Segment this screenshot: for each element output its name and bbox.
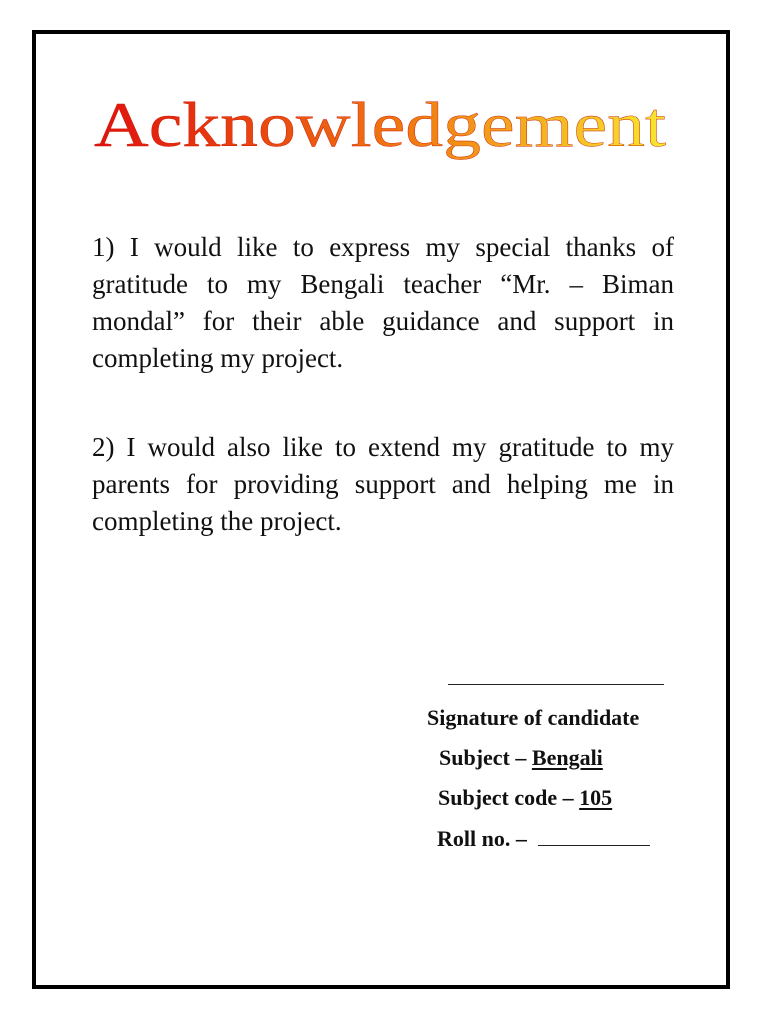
subject-label: Subject – [439,745,532,770]
subject-code-value: 105 [579,785,613,810]
paragraph-2: 2) I would also like to extend my gratitude to my parents for providing support and helping me in completing the project. [92,432,674,536]
signature-line [448,684,664,685]
subject-row [439,745,603,771]
subject-code-label: Subject code – [438,785,580,810]
paragraph-1: 1) I would like to express my special thanks of gratitude to my Bengali teacher “Mr. – Biman mondal” for their able guidance and support in completing my project. [92,232,674,373]
subject-code-row [438,785,612,811]
title-text: Acknowledgement [94,89,667,160]
roll-no-label: Roll no. – [437,826,533,851]
signature-label: Signature of candidate [427,705,640,730]
page-title [92,86,672,166]
roll-no-row [437,825,650,852]
subject-value: Bengali [531,745,603,770]
roll-no-blank [538,825,650,846]
